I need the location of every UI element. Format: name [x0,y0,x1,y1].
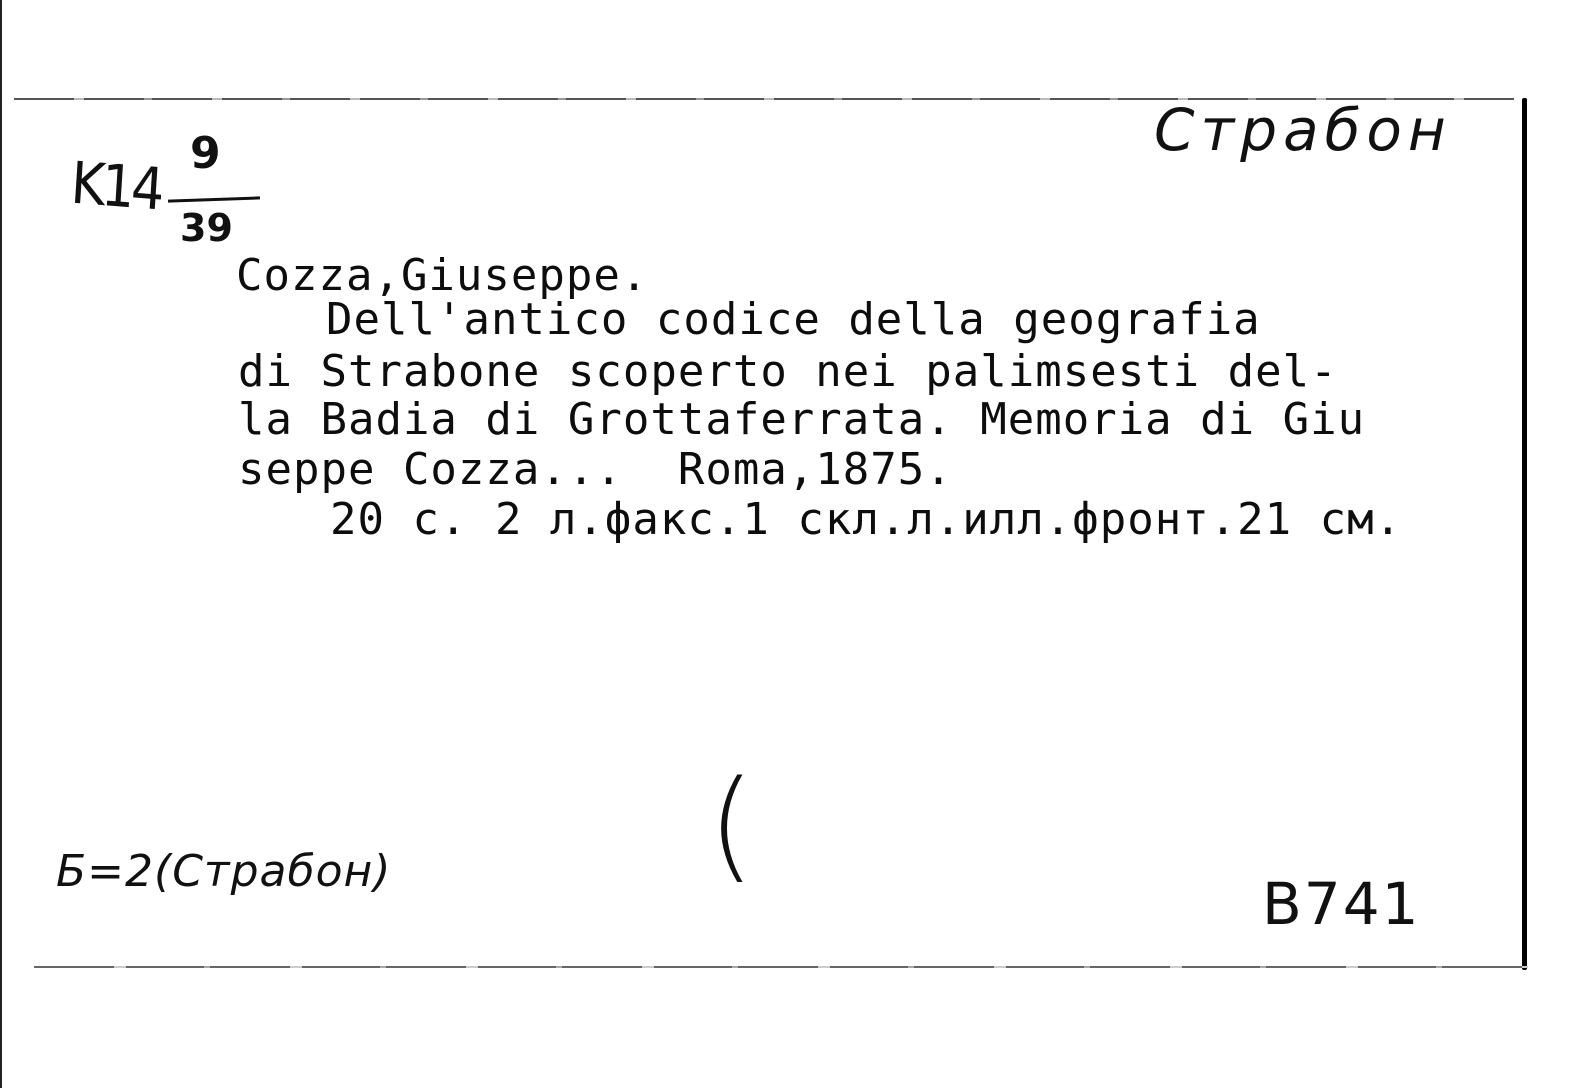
title-line: Dell'antico codice della geografia [326,294,1261,345]
card-bottom-edge [34,966,1528,968]
inventory-number: B741 [1262,870,1421,938]
bracket-mark: ( [708,756,755,895]
scan-border [0,0,2,1088]
call-number-numerator: 9 [190,128,221,179]
title-line: la Badia di Grottaferrata. Memoria di Giu [238,394,1366,445]
title-line: di Strabone scoperto nei palimsesti del- [238,346,1338,397]
shelf-note: Б=2(Страбон) [56,846,392,897]
subject-heading: Страбон [1154,96,1452,164]
title-line: seppe Cozza... Roma,1875. [238,444,953,495]
author-heading: Cozza,Giuseppe. [236,250,649,301]
call-number-denominator: 39 [180,206,233,250]
card-right-edge [1522,98,1527,970]
collation-line: 20 с. 2 л.факс.1 скл.л.илл.фронт.21 см. [330,494,1403,545]
call-number-prefix: K14 [68,148,163,224]
